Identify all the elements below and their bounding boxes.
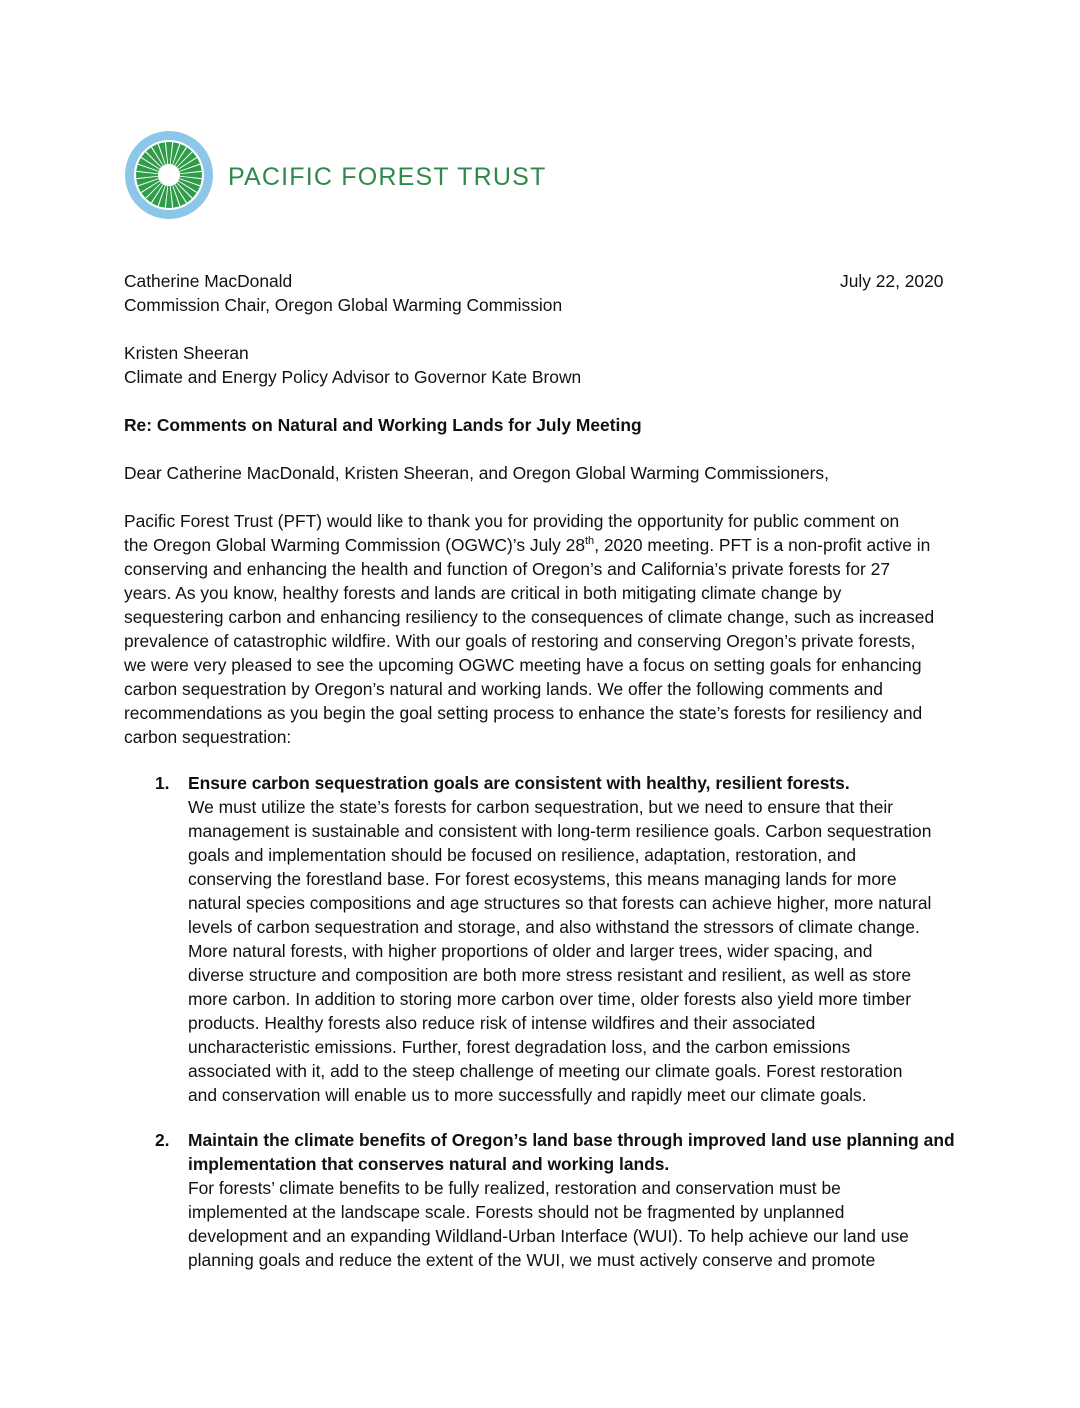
letter-date: July 22, 2020: [840, 271, 944, 291]
list-item-number: 1.: [155, 773, 170, 793]
recipient1-title: Commission Chair, Oregon Global Warming Commission: [124, 295, 563, 315]
list-item-line: management is sustainable and consistent with long-term resilience goals. Carbon sequestration: [188, 821, 932, 841]
intro-line-part: , 2020 meeting. PFT is a non-profit active in: [594, 535, 931, 555]
list-item-line: development and an expanding Wildland-Urban Interface (WUI). To help achieve our land use: [188, 1226, 909, 1246]
logo-wordmark: PACIFIC FOREST TRUST: [228, 163, 547, 191]
list-item-line: uncharacteristic emissions. Further, forest degradation loss, and the carbon emissions: [188, 1037, 851, 1057]
list-item-line: products. Healthy forests also reduce risk of intense wildfires and their associated: [188, 1013, 816, 1033]
recipient1-name: Catherine MacDonald: [124, 271, 293, 291]
intro-line: recommendations as you begin the goal setting process to enhance the state’s forests for resiliency and: [124, 703, 923, 723]
list-item-number: 2.: [155, 1130, 170, 1150]
list-item-heading: Maintain the climate benefits of Oregon’s land base through improved land use planning and: [188, 1130, 955, 1150]
salutation: Dear Catherine MacDonald, Kristen Sheeran, and Oregon Global Warming Commissioners,: [124, 463, 829, 483]
list-item-body: [188, 771, 978, 1107]
intro-line: prevalence of catastrophic wildfire. With our goals of restoring and conserving Oregon’s private forests,: [124, 631, 916, 651]
subject-line: Re: Comments on Natural and Working Lands for July Meeting: [124, 415, 642, 435]
recipient2-title: Climate and Energy Policy Advisor to Governor Kate Brown: [124, 367, 582, 387]
ordinal-suffix: th: [585, 535, 595, 548]
pacific-forest-trust-logo: [124, 130, 547, 220]
list-item-line: implemented at the landscape scale. Forests should not be fragmented by unplanned: [188, 1202, 845, 1222]
list-item-line: We must utilize the state’s forests for carbon sequestration, but we need to ensure that their: [188, 797, 894, 817]
intro-line: years. As you know, healthy forests and lands are critical in both mitigating climate change by: [124, 583, 842, 603]
intro-line: carbon sequestration by Oregon’s natural and working lands. We offer the following comments and: [124, 679, 883, 699]
list-item-line: goals and implementation should be focused on resilience, adaptation, restoration, and: [188, 845, 857, 865]
intro-line-part: the Oregon Global Warming Commission (OGWC)’s July 28: [124, 535, 585, 555]
list-item-line: more carbon. In addition to storing more carbon over time, older forests also yield more timber: [188, 989, 912, 1009]
forest-trust-emblem-icon: [124, 130, 214, 220]
list-item-heading: Ensure carbon sequestration goals are consistent with healthy, resilient forests.: [188, 773, 850, 793]
list-item-line: diverse structure and composition are both more stress resistant and resilient, as well as store: [188, 965, 912, 985]
list-item-line: conserving the forestland base. For forest ecosystems, this means managing lands for more: [188, 869, 897, 889]
intro-line: Pacific Forest Trust (PFT) would like to thank you for providing the opportunity for public comment on: [124, 511, 900, 531]
list-item-heading: implementation that conserves natural and working lands.: [188, 1154, 670, 1174]
recipient2-name: Kristen Sheeran: [124, 343, 249, 363]
intro-line: carbon sequestration:: [124, 727, 292, 747]
list-item-line: More natural forests, with higher proportions of older and larger trees, wider spacing, and: [188, 941, 873, 961]
intro-line: we were very pleased to see the upcoming OGWC meeting have a focus on setting goals for enhancing: [124, 655, 922, 675]
list-item-line: levels of carbon sequestration and storage, and also withstand the stressors of climate change.: [188, 917, 920, 937]
list-item-line: and conservation will enable us to more successfully and rapidly meet our climate goals.: [188, 1085, 867, 1105]
list-item-body: [188, 1128, 978, 1272]
list-item-line: natural species compositions and age structures so that forests can achieve higher, more natural: [188, 893, 932, 913]
intro-line: sequestering carbon and enhancing resiliency to the consequences of climate change, such as increased: [124, 607, 935, 627]
list-item-line: For forests’ climate benefits to be fully realized, restoration and conservation must be: [188, 1178, 841, 1198]
intro-line: conserving and enhancing the health and function of Oregon’s and California’s private forests for 27: [124, 559, 891, 579]
list-item-line: associated with it, add to the steep challenge of meeting our climate goals. Forest restoration: [188, 1061, 903, 1081]
intro-line: [124, 533, 964, 557]
intro-paragraph: [124, 509, 964, 749]
list-item-line: planning goals and reduce the extent of the WUI, we must actively conserve and promote: [188, 1250, 876, 1270]
